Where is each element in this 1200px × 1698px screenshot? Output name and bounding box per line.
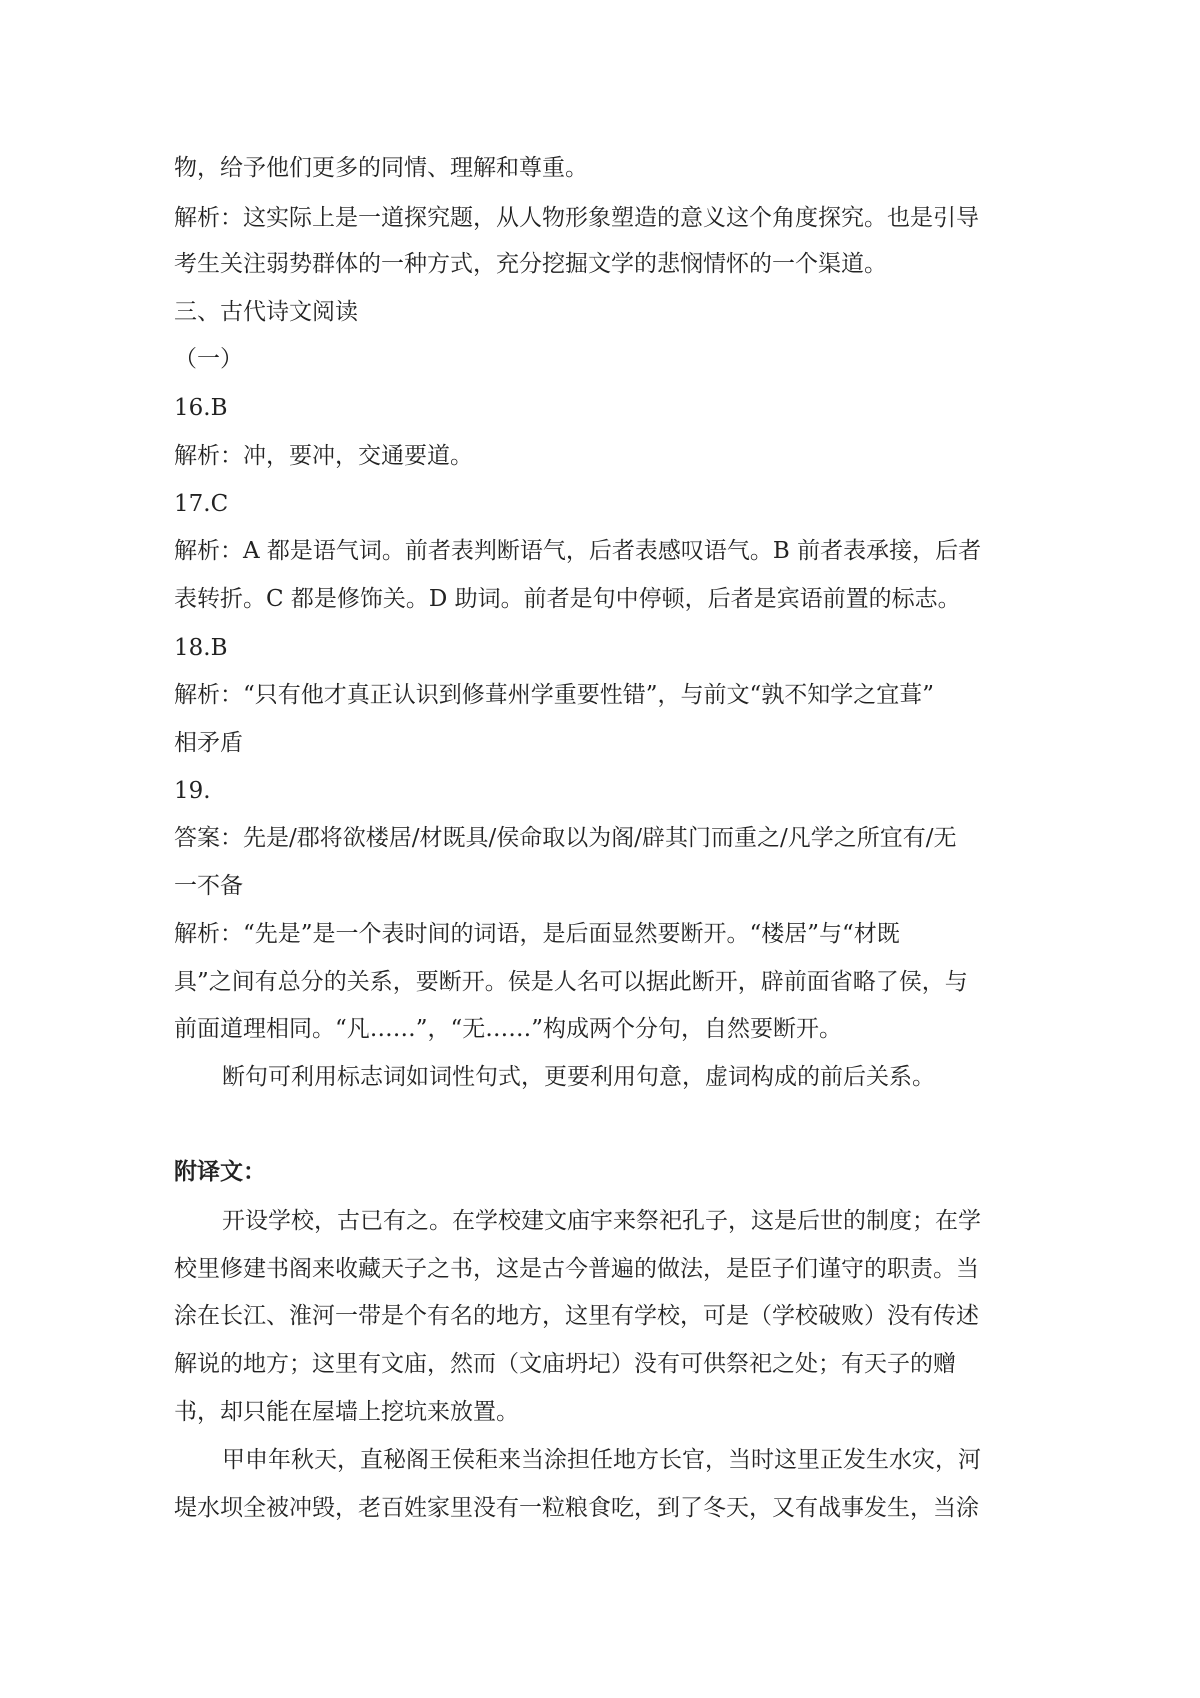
section-heading: 三、古代诗文阅读 — [174, 299, 358, 325]
text-line: 物，给予他们更多的同情、理解和尊重。 — [174, 155, 588, 181]
answer-line: 答案：先是/郡将欲楼居/材既具/侯命取以为阁/辟其门而重之/凡学之所宜有/无 — [174, 825, 957, 851]
text-line: 前面道理相同。“凡……”，“无……”构成两个分句，自然要断开。 — [174, 1016, 843, 1042]
subsection-heading: （一） — [174, 346, 243, 372]
text-line: 断句可利用标志词如词性句式，更要利用句意，虚词构成的前后关系。 — [222, 1064, 935, 1090]
text-line: 堤水坝全被冲毁，老百姓家里没有一粒粮食吃，到了冬天，又有战事发生，当涂 — [174, 1495, 979, 1521]
text-line: 涂在长江、淮河一带是个有名的地方，这里有学校，可是（学校破败）没有传述 — [174, 1303, 979, 1329]
question-number: 16.B — [174, 395, 228, 421]
translation-heading: 附译文： — [174, 1158, 266, 1185]
text-line: 校里修建书阁来收藏天子之书，这是古今普遍的做法，是臣子们谨守的职责。当 — [174, 1256, 979, 1282]
text-line: 考生关注弱势群体的一种方式，充分挖掘文学的悲悯情怀的一个渠道。 — [174, 251, 887, 277]
text-line: 甲申年秋天，直秘阁王侯秬来当涂担任地方长官，当时这里正发生水灾，河 — [222, 1447, 981, 1473]
question-number: 17.C — [174, 491, 229, 517]
text-line: 解析：冲，要冲，交通要道。 — [174, 443, 473, 469]
text-line: 书，却只能在屋墙上挖坑来放置。 — [174, 1399, 519, 1425]
text-line: 相矛盾 — [174, 730, 243, 756]
text-line: 解析：A 都是语气词。前者表判断语气，后者表感叹语气。B 前者表承接，后者 — [174, 538, 982, 564]
text-line: 解析：“先是”是一个表时间的词语，是后面显然要断开。“楼居”与“材既 — [174, 921, 900, 947]
text-line: 具”之间有总分的关系，要断开。侯是人名可以据此断开，辟前面省略了侯，与 — [174, 969, 968, 995]
text-line: 解说的地方；这里有文庙，然而（文庙坍圮）没有可供祭祀之处；有天子的赠 — [174, 1351, 956, 1377]
question-number: 19. — [174, 778, 211, 804]
text-line: 表转折。C 都是修饰关。D 助词。前者是句中停顿，后者是宾语前置的标志。 — [174, 586, 961, 612]
question-number: 18.B — [174, 635, 228, 661]
text-line: 开设学校，古已有之。在学校建文庙宇来祭祀孔子，这是后世的制度；在学 — [222, 1208, 981, 1234]
text-line: 解析：“只有他才真正认识到修葺州学重要性错”，与前文“孰不知学之宜葺” — [174, 682, 935, 708]
answer-line: 一不备 — [174, 873, 243, 899]
text-line: 解析：这实际上是一道探究题，从人物形象塑造的意义这个角度探究。也是引导 — [174, 205, 979, 231]
